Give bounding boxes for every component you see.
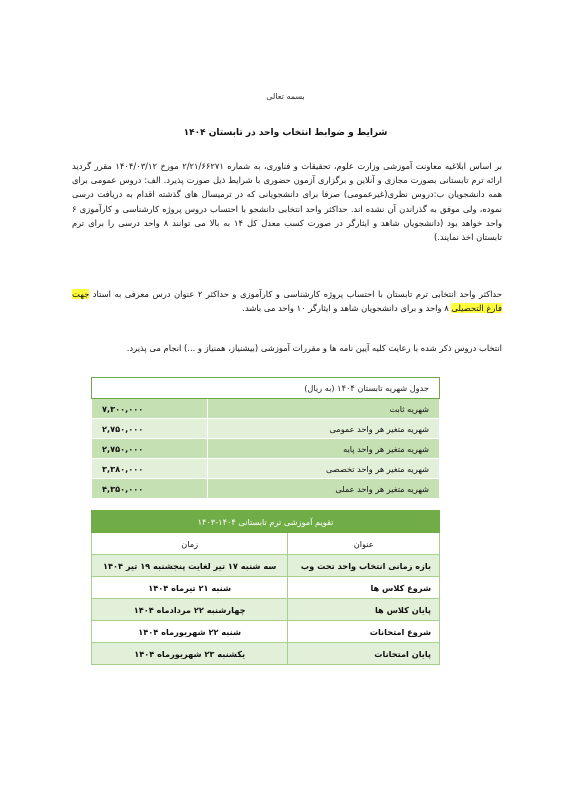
calendar-column-headers — [92, 533, 440, 555]
fee-table-caption: جدول شهریه تابستان ۱۴۰۴ (به ریال) — [92, 378, 440, 399]
column-header-time: زمان — [92, 533, 288, 555]
highlighted-text: جهت فارغ التحصیلی — [72, 289, 502, 314]
fee-label: شهریه متغیر هر واحد عمومی — [208, 419, 440, 439]
calendar-event: بازه زمانی انتخاب واحد تحت وب — [288, 555, 440, 577]
fee-label: شهریه ثابت — [208, 399, 440, 419]
table-row — [92, 621, 440, 643]
fee-amount: ۲,۷۵۰,۰۰۰ — [92, 439, 208, 459]
fee-amount: ۲,۷۵۰,۰۰۰ — [92, 419, 208, 439]
calendar-event: شروع کلاس ها — [288, 577, 440, 599]
paragraph-regulation: بر اساس ابلاغیه معاونت آموزشی وزارت علوم، تحقیقات و فناوری، به شماره ۲/۲۱/۶۶۲۷۱ مورخ ۱۴۰۴/۰۳/۱۲ مقرر گردید ارائه ترم تابستانی بصورت مجازی و آنلاین و برگزاری آزمون حضوری با شرایط ذیل صورت پذیرد. الف: دروس عمومی برای همه دانشجویان ب:دروس نظری(غیرعمومی) صرفا برای دانشجویانی که در ترمیسال های گذشته اقدام به دریافت درسی نموده، ولی موفق به گذراندن آن نشده اند. حداکثر واحد انتخابی دانشجو با احتساب دروس پروژه کارشناسی و کارآموزی ۶ واحد خواهد بود (دانشجویان شاهد و ایثارگر در صورت کسب معدل کل ۱۴ به بالا می توانند ۸ واحد درسی را برای ترم تابستان اخذ نمایند.) — [72, 161, 502, 243]
table-row — [92, 399, 440, 419]
calendar-event: شروع امتحانات — [288, 621, 440, 643]
table-row — [92, 479, 440, 499]
calendar-time: سه شنبه ۱۷ تیر لغایت پنجشنبه ۱۹ تیر ۱۴۰۴ — [92, 555, 288, 577]
paragraph-max-units-before: حداکثر واحد انتخابی ترم تابستان با احتساب پروژه کارشناسی و کارآموزی و حداکثر ۲ عنوان درس معرفی به استاد — [92, 289, 502, 299]
calendar-table — [91, 510, 440, 665]
table-row — [92, 577, 440, 599]
calendar-time: شنبه ۲۱ تیرماه ۱۴۰۴ — [92, 577, 288, 599]
paragraph-course-rules: انتخاب دروس ذکر شده با رعایت کلیه آیین نامه ها و مقررات آموزشی (بیشنیاز، همنیاز و ...) انجام می پذیرد. — [126, 343, 502, 353]
column-header-event: عنوان — [288, 533, 440, 555]
fee-amount: ۳,۳۸۰,۰۰۰ — [92, 459, 208, 479]
document-title: شرایط و ضوابط انتخاب واحد در تابستان ۱۴۰۴ — [183, 128, 388, 138]
paragraph-max-units — [72, 287, 502, 315]
calendar-time: چهارشنبه ۲۲ مردادماه ۱۴۰۴ — [92, 599, 288, 621]
calendar-event: پایان امتحانات — [288, 643, 440, 665]
calendar-table-header: تقویم آموزشی ترم تابستانی ۱۴۰۴-۱۴۰۳ — [92, 511, 440, 533]
fee-label: شهریه متغیر هر واحد تخصصی — [208, 459, 440, 479]
paragraph-max-units-after: ۸ واحد و برای دانشجویان شاهد و ایثارگر ۱۰ واحد می باشد. — [242, 303, 449, 314]
fee-label: شهریه متغیر هر واحد پایه — [208, 439, 440, 459]
basmala: بسمه تعالی — [266, 92, 305, 101]
table-row — [92, 599, 440, 621]
fee-amount: ۷,۳۰۰,۰۰۰ — [92, 399, 208, 419]
calendar-time: یکشنبه ۲۳ شهریورماه ۱۴۰۴ — [92, 643, 288, 665]
table-row — [92, 643, 440, 665]
table-row — [92, 555, 440, 577]
fee-table — [91, 377, 440, 499]
table-row — [92, 439, 440, 459]
table-row — [92, 459, 440, 479]
calendar-event: پایان کلاس ها — [288, 599, 440, 621]
table-row — [92, 419, 440, 439]
fee-amount: ۴,۳۵۰,۰۰۰ — [92, 479, 208, 499]
calendar-time: شنبه ۲۲ شهریورماه ۱۴۰۴ — [92, 621, 288, 643]
fee-label: شهریه متغیر هر واحد عملی — [208, 479, 440, 499]
